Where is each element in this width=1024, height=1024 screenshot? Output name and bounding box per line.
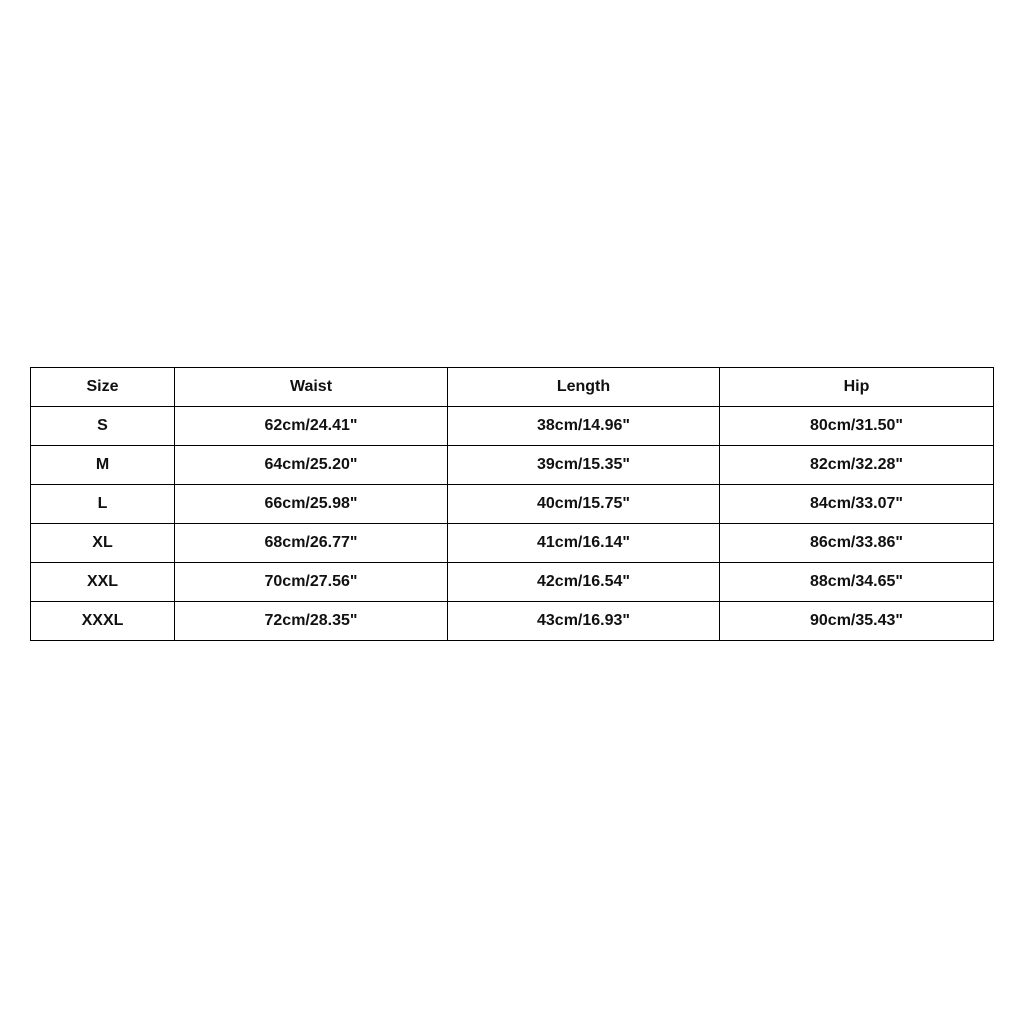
table-row <box>31 602 994 641</box>
waist-cell: 70cm/27.56" <box>175 563 448 602</box>
size-chart-table <box>30 367 994 641</box>
waist-cell: 68cm/26.77" <box>175 524 448 563</box>
hip-cell: 90cm/35.43" <box>720 602 994 641</box>
header-size: Size <box>31 368 175 407</box>
table-row <box>31 563 994 602</box>
size-cell: XXXL <box>31 602 175 641</box>
hip-cell: 84cm/33.07" <box>720 485 994 524</box>
waist-cell: 62cm/24.41" <box>175 407 448 446</box>
table-row <box>31 485 994 524</box>
size-cell: L <box>31 485 175 524</box>
header-length: Length <box>448 368 720 407</box>
length-cell: 38cm/14.96" <box>448 407 720 446</box>
table-row <box>31 446 994 485</box>
table-row <box>31 407 994 446</box>
length-cell: 39cm/15.35" <box>448 446 720 485</box>
table-row <box>31 524 994 563</box>
header-waist: Waist <box>175 368 448 407</box>
waist-cell: 72cm/28.35" <box>175 602 448 641</box>
waist-cell: 64cm/25.20" <box>175 446 448 485</box>
header-hip: Hip <box>720 368 994 407</box>
hip-cell: 82cm/32.28" <box>720 446 994 485</box>
size-cell: M <box>31 446 175 485</box>
waist-cell: 66cm/25.98" <box>175 485 448 524</box>
length-cell: 40cm/15.75" <box>448 485 720 524</box>
table-header-row <box>31 368 994 407</box>
hip-cell: 88cm/34.65" <box>720 563 994 602</box>
size-cell: XXL <box>31 563 175 602</box>
size-cell: S <box>31 407 175 446</box>
length-cell: 41cm/16.14" <box>448 524 720 563</box>
length-cell: 42cm/16.54" <box>448 563 720 602</box>
length-cell: 43cm/16.93" <box>448 602 720 641</box>
hip-cell: 86cm/33.86" <box>720 524 994 563</box>
size-cell: XL <box>31 524 175 563</box>
hip-cell: 80cm/31.50" <box>720 407 994 446</box>
